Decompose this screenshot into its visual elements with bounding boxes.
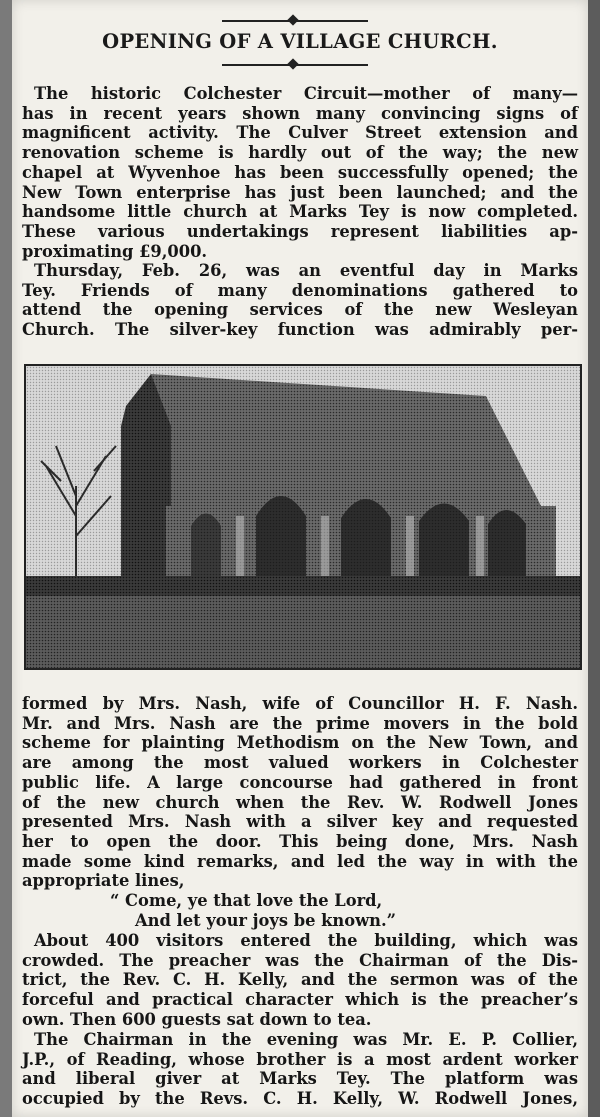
- text-line: Thursday, Feb. 26, was an eventful day in Marks: [34, 261, 578, 280]
- text-line: renovation scheme is hardly out of the way; the new: [22, 143, 578, 163]
- text-line: Church. The silver-key function was admirably per-: [22, 320, 578, 340]
- headline-ornament-rule: [222, 60, 368, 70]
- text-line: About 400 visitors entered the building, which was: [34, 931, 578, 950]
- text-line: forceful and practical character which is the preacher’s: [22, 990, 578, 1010]
- paragraph-3: [22, 694, 578, 891]
- text-line: proximating £9,000.: [22, 241, 208, 261]
- text-line: magnificent activity. The Culver Street extension and: [22, 123, 578, 143]
- text-line: of the new church when the Rev. W. Rodwell Jones: [22, 792, 578, 812]
- text-line: Mr. and Mrs. Nash are the prime movers in the bold: [22, 713, 578, 733]
- text-line: attend the opening services of the new Wesleyan: [22, 300, 578, 320]
- text-line: and liberal giver at Marks Tey. The platform was: [22, 1069, 578, 1089]
- text-line: trict, the Rev. C. H. Kelly, and the sermon was of the: [22, 970, 578, 990]
- verse-line: “ Come, ye that love the Lord,: [110, 891, 383, 910]
- text-line: The Chairman in the evening was Mr. E. P. Collier,: [34, 1030, 578, 1049]
- text-line: crowded. The preacher was the Chairman of the Dis-: [22, 950, 578, 970]
- text-line: appropriate lines,: [22, 871, 185, 891]
- text-line: occupied by the Revs. C. H. Kelly, W. Rodwell Jones,: [22, 1089, 578, 1109]
- text-line: chapel at Wyvenhoe has been successfully opened; the: [22, 162, 578, 182]
- verse-line: And let your joys be known.”: [135, 910, 396, 930]
- text-line: made some kind remarks, and led the way in with the: [22, 851, 578, 871]
- paragraph-1: [22, 84, 578, 261]
- text-line: are among the most valued workers in Colchester: [22, 753, 578, 773]
- page-edge-right: [588, 0, 600, 1117]
- text-line: The historic Colchester Circuit—mother of many—: [34, 84, 578, 103]
- text-line: has in recent years shown many convincing signs of: [22, 103, 578, 123]
- text-line: Tey. Friends of many denominations gathered to: [22, 280, 578, 300]
- church-photograph: [24, 364, 582, 670]
- text-line: public life. A large concourse had gathered in front: [22, 772, 578, 792]
- text-line: handsome little church at Marks Tey is now completed.: [22, 202, 578, 222]
- paragraph-2: [22, 261, 578, 340]
- text-line: presented Mrs. Nash with a silver key and requested: [22, 812, 578, 832]
- text-line: New Town enterprise has just been launched; and the: [22, 182, 578, 202]
- text-line: own. Then 600 guests sat down to tea.: [22, 1009, 372, 1029]
- verse-quote: [22, 891, 578, 930]
- text-line: formed by Mrs. Nash, wife of Councillor H. F. Nash.: [22, 694, 578, 713]
- page-edge-left: [0, 0, 12, 1117]
- headline: OPENING OF A VILLAGE CHURCH.: [102, 30, 498, 53]
- text-line: scheme for plainting Methodism on the New Town, and: [22, 733, 578, 753]
- paragraph-5: [22, 1030, 578, 1109]
- paragraph-4: [22, 931, 578, 1030]
- text-line: J.P., of Reading, whose brother is a most ardent worker: [22, 1049, 578, 1069]
- top-ornament-rule: [222, 16, 368, 26]
- text-line: her to open the door. This being done, Mrs. Nash: [22, 831, 578, 851]
- text-line: These various undertakings represent liabilities ap-: [22, 221, 578, 241]
